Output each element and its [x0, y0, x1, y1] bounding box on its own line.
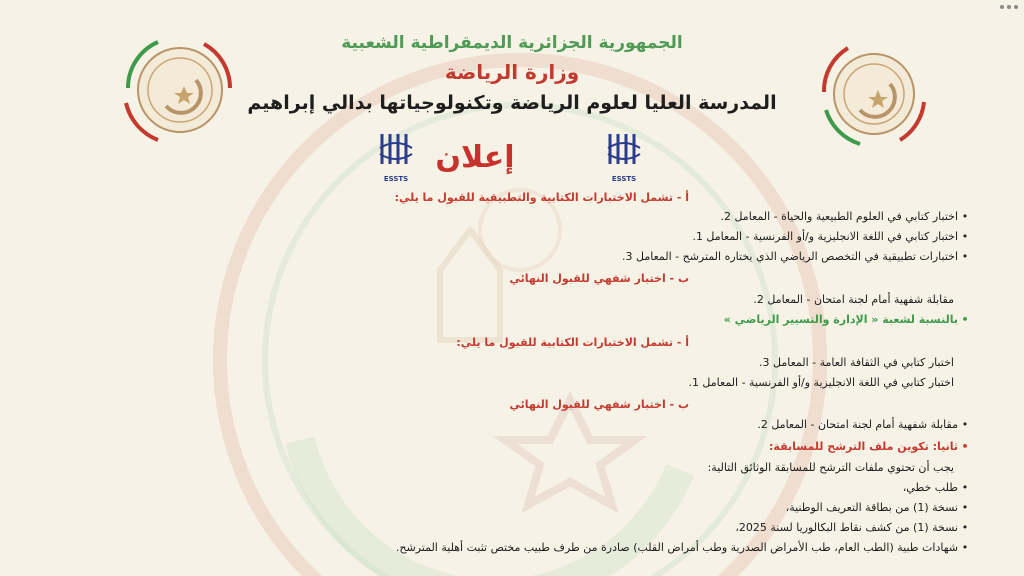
file-title: • ثانيا: تكوين ملف الترشح للمسابقة:	[0, 440, 1024, 454]
file-item: • نسخة (1) من كشف نقاط البكالوريا لسنة 2025،	[0, 521, 1024, 535]
section-a1-item: • اختبارات تطبيقية في التخصص الرياضي الذي يختاره المترشح - المعامل 3.	[0, 250, 1024, 264]
section-a1-item: • اختبار كتابي في العلوم الطبيعية والحياة - المعامل 2.	[0, 210, 1024, 224]
section-b1-title: ب - اختبار شفهي للقبول النهائي	[509, 272, 689, 285]
section-b1-text: مقابلة شفهية أمام لجنة امتحان - المعامل 2.	[753, 293, 954, 306]
section-a2-item: اختبار كتابي في الثقافة العامة - المعامل 3.	[759, 356, 954, 369]
essts-label-left: ESSTS	[383, 175, 409, 183]
announcement-heading: إعلان	[435, 140, 515, 175]
branch-title: • بالنسبة لشعبة « الإدارة والتسيير الرياضي »	[0, 313, 1024, 327]
section-a2-title: أ - تشمل الاختبارات الكتابية للقبول ما يلي:	[456, 336, 689, 349]
republic-title: الجمهورية الجزائرية الديمقراطية الشعبية	[341, 33, 683, 53]
school-title: المدرسة العليا لعلوم الرياضة وتكنولوجياتها بدالي إبراهيم	[247, 92, 777, 114]
section-a2-item: اختبار كتابي في اللغة الانجليزية و/أو الفرنسية - المعامل 1.	[688, 376, 954, 389]
essts-logo-left	[376, 130, 416, 188]
ministry-title: وزارة الرياضة	[444, 60, 580, 84]
section-b2-text: • مقابلة شفهية أمام لجنة امتحان - المعامل 2.	[0, 418, 1024, 432]
essts-logo-right	[604, 130, 644, 188]
essts-label-right: ESSTS	[611, 175, 637, 183]
menu-dots-icon[interactable]	[998, 2, 1020, 12]
section-b2-title: ب - اختبار شفهي للقبول النهائي	[509, 398, 689, 411]
section-a1-item: • اختبار كتابي في اللغة الانجليزية و/أو الفرنسية - المعامل 1.	[0, 230, 1024, 244]
file-intro: يجب أن تحتوي ملفات الترشح للمسابقة الوثائق التالية:	[707, 461, 954, 474]
file-item: • شهادات طبية (الطب العام، طب الأمراض الصدرية وطب أمراض القلب) صادرة من طرف طبيب مختص تثبت أهلية المترشح.	[0, 541, 1024, 555]
file-item: • نسخة (1) من بطاقة التعريف الوطنية،	[0, 501, 1024, 515]
section-a1-title: أ - تشمل الاختبارات الكتابية والتطبيقية للقبول ما يلي:	[394, 191, 689, 204]
file-item: • طلب خطي،	[0, 481, 1024, 495]
